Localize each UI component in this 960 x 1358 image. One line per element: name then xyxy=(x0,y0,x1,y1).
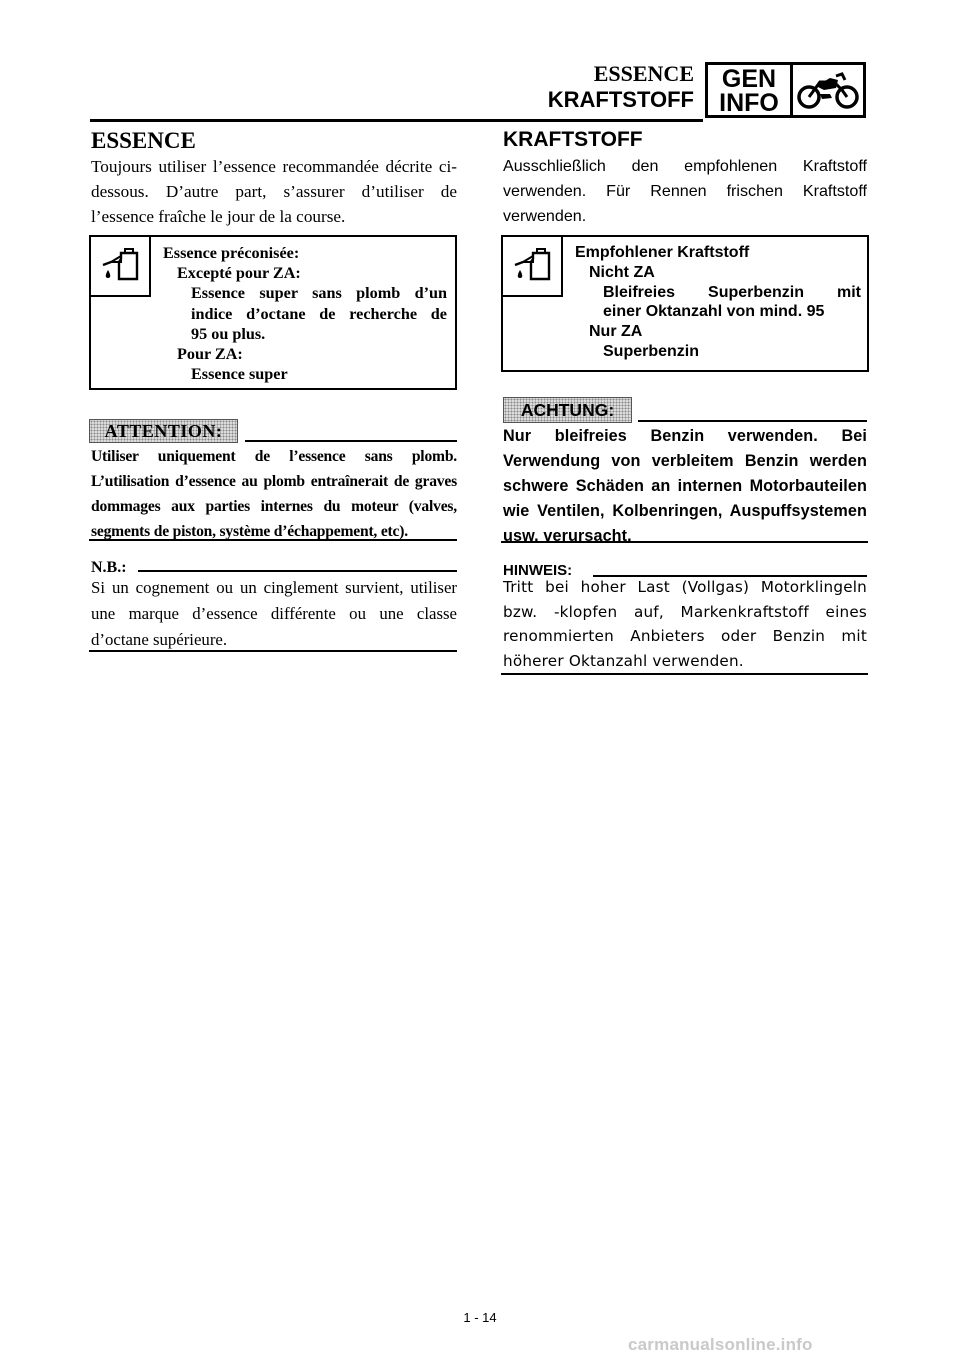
spec-value-line: indice d’octane de recherche de xyxy=(191,304,447,323)
section-heading-de: KRAFTSTOFF xyxy=(503,128,643,151)
header-rule xyxy=(90,119,703,122)
spec-value-line: Essence super xyxy=(191,365,288,384)
section-badge-line1: GEN xyxy=(721,65,777,93)
watermark: carmanualsonline.info xyxy=(628,1335,813,1354)
caution-label-de: ACHTUNG: xyxy=(503,397,632,423)
spec-value-line: Superbenzin xyxy=(603,342,700,360)
oil-can-icon xyxy=(91,237,151,297)
note-text-fr: Si un cognement ou un cinglement survient, utiliser une marque d’essence différente ou une classe d’octane supérieure. xyxy=(91,578,457,649)
spec-text-de xyxy=(575,243,861,362)
spec-title: Essence préconisée: xyxy=(163,244,300,262)
section-badge-line2: INFO xyxy=(719,89,779,117)
section-badge-label xyxy=(708,65,793,115)
spec-value-line: Bleifreies Superbenzin mit xyxy=(603,283,861,301)
section-heading-fr: ESSENCE xyxy=(91,128,196,153)
caution-label-fr: ATTENTION: xyxy=(89,419,238,443)
note-label-de: HINWEIS: xyxy=(503,562,573,579)
note-rule xyxy=(138,570,457,572)
spec-subheading: Pour ZA: xyxy=(177,345,243,364)
section-badge xyxy=(705,62,866,118)
spec-value-line: Essence super sans plomb d’un xyxy=(191,284,447,303)
spec-box-fr xyxy=(89,235,457,390)
caution-end-rule xyxy=(501,541,868,543)
spec-box-de xyxy=(501,235,869,372)
header-title-fr: ESSENCE xyxy=(593,61,694,86)
spec-subheading: Nur ZA xyxy=(589,323,643,341)
note-end-rule xyxy=(501,673,868,675)
caution-rule xyxy=(638,420,867,422)
header-title-de: KRAFTSTOFF xyxy=(547,87,694,112)
intro-paragraph-fr: Toujours utiliser l’essence recommandée décrite ci-dessous. D’autre part, s’assurer d’utiliser de l’essence fraîche le jour de la course. xyxy=(91,157,457,226)
page-number: 1 - 14 xyxy=(463,1310,497,1325)
caution-rule xyxy=(245,440,457,442)
caution-end-rule xyxy=(89,539,457,541)
motorcycle-icon xyxy=(793,65,863,115)
note-label-fr: N.B.: xyxy=(91,559,127,576)
note-text-de: Tritt bei hoher Last (Vollgas) Motorklingeln bzw. -klopfen auf, Markenkraftstoff eines renommierten Anbieters oder Benzin mit höherer Oktanzahl verwenden. xyxy=(503,578,867,670)
intro-paragraph-de: Ausschließlich den empfohlenen Kraftstoff verwenden. Für Rennen frischen Kraftstoff verwenden. xyxy=(503,157,867,225)
spec-value-line: einer Oktanzahl von mind. 95 xyxy=(603,303,825,321)
caution-text-de: Nur bleifreies Benzin verwenden. Bei Verwendung von verbleitem Benzin werden schwere Schäden an internen Motorbauteilen wie Ventilen, Kolbenringen, Auspuffsystemen usw. verursacht. xyxy=(503,427,867,545)
spec-text-fr xyxy=(163,243,447,384)
spec-title: Empfohlener Kraftstoff xyxy=(575,244,750,261)
note-end-rule xyxy=(89,650,457,652)
spec-subheading: Nicht ZA xyxy=(589,263,655,281)
caution-text-fr: Utiliser uniquement de l’essence sans plomb. L’utilisation d’essence au plomb entraînerait de graves dommages aux parties internes du moteur (valves, segments de piston, système d’échappement, etc). xyxy=(91,448,457,540)
spec-value-line: 95 ou plus. xyxy=(191,324,266,343)
oil-can-icon xyxy=(503,237,563,297)
spec-subheading: Excepté pour ZA: xyxy=(177,264,301,283)
